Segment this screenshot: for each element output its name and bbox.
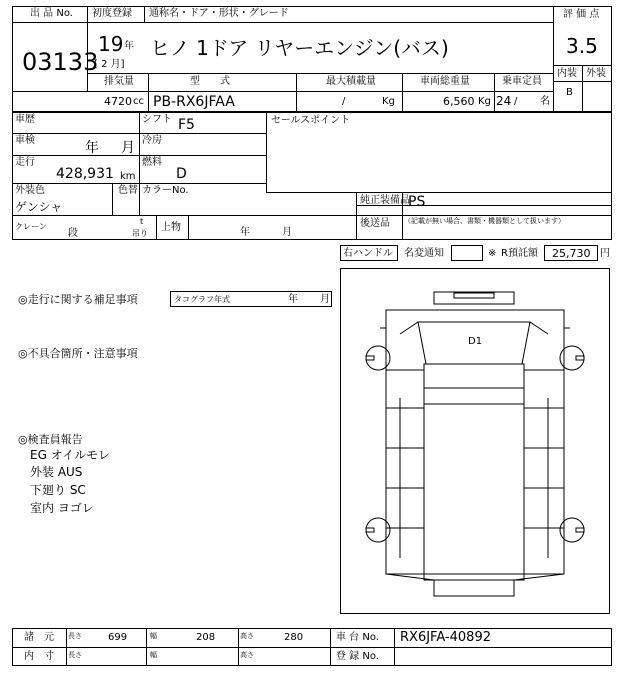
inspector-line: 室内 ヨゴレ [30,501,94,515]
reg-year-unit: 年 [124,41,134,52]
reg-month: [ 2 月] [94,59,125,70]
rhd-label: 右ハンドル [343,248,393,259]
lot-no-label: 出 品 No. [30,8,73,19]
capacity: 24 [496,94,512,108]
interior-dims-label: 内 寸 [24,651,54,662]
capacity-label: 乗車定員 [502,76,542,87]
capacity-slash: / [514,96,518,107]
displacement-unit: cc [133,96,144,107]
crane-label: クレーン [15,222,47,231]
equipment: PS [408,194,426,210]
inspector-line: EG オイルモレ [30,448,111,462]
mileage-label: 走行 [15,157,35,168]
color-no-label: 色替 [118,185,138,196]
max-load-label: 最大積載量 [326,76,376,87]
damage-mark: D1 [468,336,483,347]
driving-notes-label: ◎走行に関する補足事項 [18,293,138,306]
ac-label: 冷房 [142,135,162,146]
displacement-label: 排気量 [104,76,134,87]
height-label: 高さ [240,632,254,640]
length-label: 長さ [68,632,82,640]
interior-length-label: 長さ [68,651,82,659]
max-load-unit: Kg [382,96,395,107]
deposit-prefix: ※ [488,248,497,259]
inspection-year-unit: 年 [85,140,99,156]
crane-step: 段 [68,228,78,239]
interior-width-label: 幅 [150,651,157,659]
defects-label: ◎不具合箇所・注意事項 [18,347,138,360]
height: 280 [284,632,304,643]
ext-color: ゲンシャ [15,200,63,214]
gross-weight-unit: Kg [478,96,491,107]
capacity-unit: 名 [540,96,550,107]
aftermarket-label: 後送品 [360,218,390,229]
deposit-label: R預託額 [501,248,538,259]
interior-height-label: 高さ [240,651,254,659]
car-name: ヒノ 1ドア リヤーエンジン(バス) [150,36,449,60]
reg-label: 登 録 No. [336,651,379,662]
interior-grade: B [566,87,573,98]
gross-weight-label: 車両総重量 [420,76,470,87]
mileage-unit: km [120,171,136,182]
crane-hoist: 吊り [132,229,148,238]
deposit: 25,730 [552,247,591,260]
inspector-label: ◎検査員報告 [18,433,83,446]
bus-diagram [340,268,610,614]
width-label: 幅 [150,632,157,640]
gross-weight: 6,560 [443,95,475,108]
dims-label: 諸 元 [24,632,54,643]
history-label: 車歴 [15,114,35,125]
ext-color-label: 外装色 [15,185,45,196]
sales-point-label: セールスポイント [271,115,351,126]
name-change-box [451,245,483,261]
inspection-label: 車検 [15,135,35,146]
upper-month-unit: 月 [282,227,292,238]
crane-ton: t [140,217,144,226]
inspection-month-unit: 月 [121,140,135,156]
equipment-label: 純正装備品 [360,195,410,206]
deposit-unit: 円 [600,248,610,259]
name-change-label: 名変通知 [404,248,444,259]
tachograph-label: タコグラフ年式 [174,295,230,304]
fuel-label: 燃料 [142,157,162,168]
inspector-line: 外装 AUS [30,465,83,479]
interior-label: 内装 [557,68,577,79]
chassis-label: 車 台 No. [336,632,379,643]
reg-year: 19 [98,32,124,56]
inspector-line: 下廻り SC [30,483,86,497]
aftermarket-note: （記載が無い場合、書類・機器類として扱います） [404,217,565,225]
first-reg-label: 初度登録 [92,8,132,19]
shift: F5 [178,117,195,133]
score: 3.5 [566,34,598,58]
model-desc-label: 通称名・ドア・形状・グレード [149,8,289,19]
model-code: PB-RX6JFAA [153,94,235,110]
width: 208 [196,632,216,643]
displacement: 4720 [104,95,132,108]
shift-label: シフト [142,114,172,125]
tachograph-month-unit: 月 [320,294,330,305]
exterior-label: 外装 [586,68,606,79]
lot-no: 03133 [22,48,99,76]
color-code-label: カラーNo. [142,185,189,196]
length: 699 [108,632,128,643]
mileage: 428,931 [56,166,114,182]
upper-label: 上物 [161,222,181,233]
fuel: D [176,166,187,182]
max-load-slash: / [342,96,346,107]
upper-year-unit: 年 [240,227,250,238]
tachograph-year-unit: 年 [288,294,298,305]
chassis: RX6JFA-40892 [400,630,491,645]
score-label: 評 価 点 [563,9,600,20]
model-label: 型 式 [190,76,230,87]
